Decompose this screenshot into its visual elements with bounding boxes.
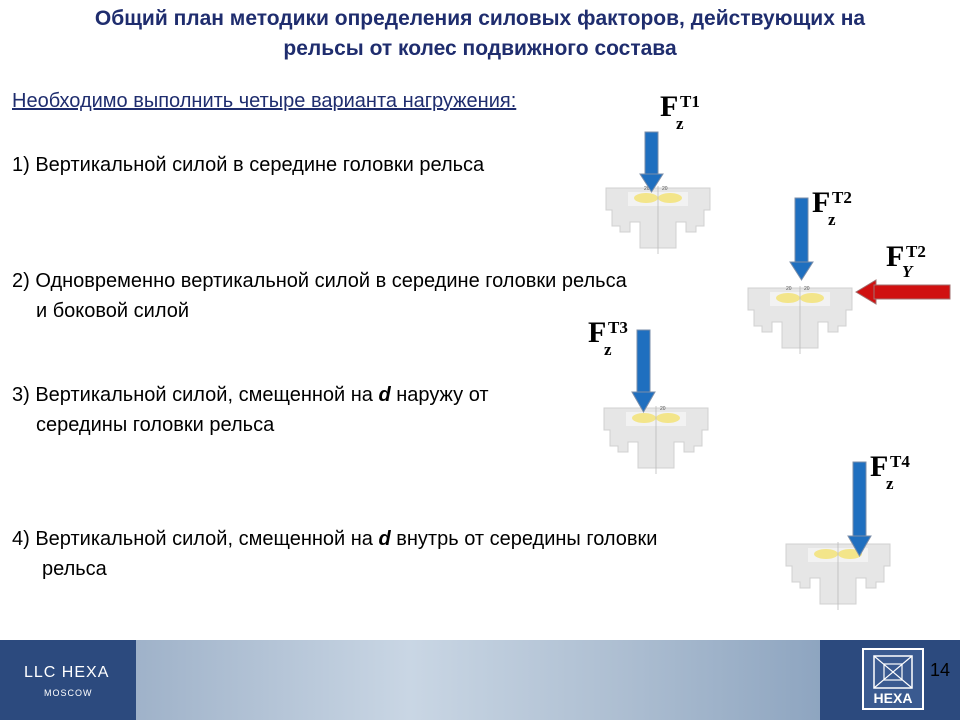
- subtitle: Необходимо выполнить четыре варианта нагружения:: [12, 90, 517, 112]
- item-3-line-2: середины головки рельса: [36, 414, 275, 436]
- force-symbol: F: [812, 186, 831, 219]
- item-4-text-a: 4) Вертикальной силой, смещенной на: [12, 528, 379, 550]
- item-3-text-a: 3) Вертикальной силой, смещенной на: [12, 384, 379, 406]
- arrow-fz-t1: [640, 132, 664, 194]
- force-subscript: z: [676, 114, 684, 133]
- item-3-emph: d: [378, 384, 391, 406]
- force-superscript: T4: [890, 452, 910, 471]
- arrow-fy-t2: [856, 280, 952, 304]
- company-city: MOSCOW: [44, 688, 93, 698]
- arrow-fz-t4: [848, 462, 872, 558]
- force-superscript: T1: [680, 92, 700, 111]
- item-4-line-2: рельса: [42, 558, 107, 580]
- company-name: LLC HEXA: [24, 664, 110, 681]
- dimension-label: 20: [660, 406, 666, 412]
- rail-diagram-4: [778, 538, 898, 618]
- force-subscript: z: [886, 474, 894, 493]
- force-label-fz-t4: [870, 450, 910, 493]
- item-2-line-2: и боковой силой: [36, 300, 190, 322]
- list-item-4: [12, 524, 657, 584]
- force-label-fz-t1: [660, 90, 700, 133]
- logo-text: HEXA: [873, 690, 913, 706]
- item-4-text-b: внутрь от середины головки: [390, 528, 658, 550]
- force-superscript: T2: [906, 242, 926, 261]
- item-2-line-1: 2) Одновременно вертикальной силой в середине головки рельса: [12, 270, 627, 292]
- force-symbol: F: [870, 450, 889, 483]
- dimension-label: 20: [662, 186, 668, 192]
- force-subscript: z: [604, 340, 612, 359]
- title-line-2: рельсы от колес подвижного состава: [283, 37, 677, 60]
- dimension-label: 20: [644, 186, 650, 192]
- hexa-logo: [862, 648, 924, 710]
- force-symbol: F: [660, 90, 679, 123]
- rail-diagram-3: [596, 402, 716, 482]
- force-label-fz-t3: [588, 316, 628, 359]
- arrow-fz-t2: [790, 198, 814, 282]
- rail-diagram-2: [740, 282, 860, 362]
- force-label-fz-t2: [812, 186, 852, 229]
- rail-diagram-1: [598, 182, 718, 262]
- footer: [0, 640, 960, 720]
- item-4-line-1: [12, 524, 657, 554]
- dimension-label: 20: [786, 286, 792, 292]
- logo-mesh-icon: [864, 652, 922, 692]
- list-item-3: [12, 380, 489, 440]
- force-symbol: F: [886, 240, 905, 273]
- item-1-text: 1) Вертикальной силой в середине головки рельса: [12, 154, 485, 176]
- item-3-line-1: [12, 380, 489, 410]
- force-symbol: F: [588, 316, 607, 349]
- page-number: 14: [930, 660, 951, 680]
- footer-background-image: [136, 640, 820, 720]
- list-item-2: [12, 266, 627, 326]
- dimension-label: 20: [804, 286, 810, 292]
- force-superscript: T3: [608, 318, 628, 337]
- title-line-1: Общий план методики определения силовых факторов, действующих на: [94, 7, 866, 30]
- force-label-fy-t2: [886, 240, 926, 281]
- force-subscript: Y: [902, 262, 913, 281]
- list-item-1: [12, 150, 484, 180]
- force-superscript: T2: [832, 188, 852, 207]
- item-3-text-b: наружу от: [390, 384, 489, 406]
- slide-title: [0, 4, 960, 64]
- arrow-fz-t3: [632, 330, 656, 414]
- item-4-emph: d: [378, 528, 391, 550]
- force-subscript: z: [828, 210, 836, 229]
